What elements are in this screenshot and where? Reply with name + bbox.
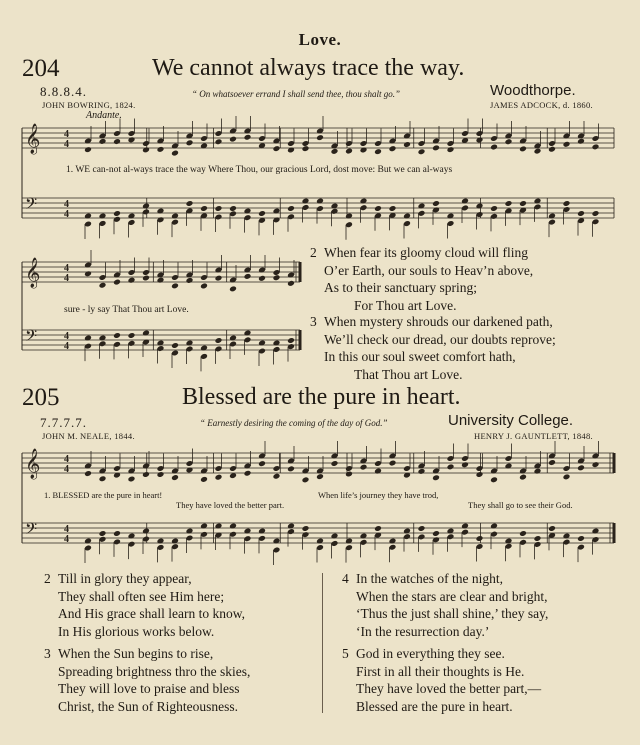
note-head — [215, 205, 223, 212]
note-head — [113, 210, 121, 217]
note-head — [345, 471, 353, 478]
time-signature: 4 — [64, 331, 69, 342]
time-signature: 4 — [64, 139, 69, 150]
note-head — [287, 147, 295, 154]
author-credit-204: JOHN BOWRING, 1824. — [42, 100, 136, 110]
note-head — [432, 200, 440, 207]
treble-clef: 𝄞 — [25, 449, 41, 479]
note-head — [403, 528, 411, 535]
note-head — [142, 528, 150, 535]
note-head — [244, 330, 252, 337]
lyric-underlay-a: 1. BLESSED are the pure in heart! — [44, 490, 163, 500]
note-head — [186, 340, 194, 347]
verse-line: In His glorious works below. — [58, 623, 215, 639]
note-head — [273, 473, 281, 480]
note-head — [505, 538, 513, 545]
verse-line: When the Sun begins to rise, — [58, 646, 214, 661]
note-head — [142, 203, 150, 210]
time-signature: 4 — [64, 464, 69, 475]
note-head — [287, 465, 295, 472]
note-head — [490, 144, 498, 151]
section-title: Love. — [298, 30, 342, 49]
note-head — [287, 523, 295, 530]
note-head — [374, 468, 382, 475]
time-signature: 4 — [64, 341, 69, 352]
lyric-underlay-d: They shall go to see their God. — [468, 500, 573, 510]
note-head — [113, 279, 121, 286]
note-head — [157, 538, 165, 545]
time-signature: 4 — [64, 209, 69, 220]
note-head — [548, 459, 556, 466]
verse-line: When fear its gloomy cloud will fling — [324, 245, 528, 260]
note-head — [490, 476, 498, 483]
note-head — [302, 476, 310, 483]
tune-name-205: University College. — [448, 412, 574, 429]
note-head — [476, 471, 484, 478]
note-head — [360, 198, 368, 205]
note-head — [389, 145, 397, 152]
author-credit-205: JOHN M. NEALE, 1844. — [42, 431, 135, 441]
note-head — [534, 535, 542, 542]
note-head — [519, 530, 527, 537]
note-head — [418, 468, 426, 475]
note-head — [229, 286, 237, 293]
note-head — [461, 461, 469, 468]
lyric-underlay-line-2: sure - ly say That Thou art Love. — [64, 305, 189, 315]
bass-clef: 𝄢 — [25, 520, 38, 542]
time-signature: 4 — [64, 199, 69, 210]
note-head — [360, 147, 368, 154]
verse-line: When mystery shrouds our darkened path, — [324, 314, 553, 329]
note-head — [215, 275, 223, 282]
note-head — [157, 277, 165, 284]
note-head — [142, 275, 150, 282]
note-head — [200, 283, 208, 290]
note-head — [99, 138, 107, 145]
note-head — [447, 213, 455, 220]
hymn-number-205: 205 — [22, 384, 60, 411]
note-head — [128, 332, 136, 339]
verse-205-4 — [342, 570, 548, 640]
note-head — [186, 277, 194, 284]
note-head — [490, 523, 498, 530]
verse-line: In this our soul sweet comfort hath, — [324, 349, 516, 364]
note-head — [577, 464, 585, 471]
verse-line: In the watches of the night, — [356, 571, 503, 586]
note-head — [157, 208, 165, 215]
verse-line: O’er Earth, our souls to Heav’n above, — [324, 262, 534, 278]
note-head — [244, 528, 252, 535]
composer-credit-204: JAMES ADCOCK, d. 1860. — [490, 100, 593, 110]
note-head — [432, 530, 440, 537]
note-head — [345, 538, 353, 545]
note-head — [519, 145, 527, 152]
note-head — [548, 525, 556, 532]
note-head — [563, 473, 571, 480]
note-head — [432, 474, 440, 481]
note-head — [534, 198, 542, 205]
verse-number: 2 — [44, 571, 51, 586]
verse-205-5 — [342, 645, 541, 715]
verse-number: 3 — [310, 314, 317, 329]
verse-line: ‘Thus the just shall shine,’ they say, — [356, 606, 549, 621]
note-head — [534, 148, 542, 155]
note-head — [142, 471, 150, 478]
note-head — [577, 138, 585, 145]
note-head — [113, 332, 121, 339]
note-head — [316, 473, 324, 480]
note-head — [592, 461, 600, 468]
note-head — [128, 213, 136, 220]
note-head — [186, 139, 194, 146]
note-head — [273, 340, 281, 347]
note-head — [461, 523, 469, 530]
note-head — [99, 335, 107, 342]
verse-205-3 — [44, 645, 250, 715]
lyric-underlay-line-1: 1. WE can-not al-ways trace the way Where Thou, our gracious Lord, dost move: But we can al-ways — [66, 165, 453, 175]
note-head — [505, 200, 513, 207]
time-signature: 4 — [64, 129, 69, 140]
verse-line: God in everything they see. — [356, 646, 505, 661]
bass-clef: 𝄢 — [25, 195, 38, 217]
note-head — [345, 148, 353, 155]
column-divider — [322, 573, 323, 713]
note-head — [490, 205, 498, 212]
note-head — [534, 468, 542, 475]
note-head — [461, 198, 469, 205]
note-head — [505, 138, 513, 145]
note-head — [113, 138, 121, 145]
note-head — [229, 136, 237, 143]
note-head — [229, 523, 237, 530]
note-head — [84, 538, 92, 545]
verse-number: 2 — [310, 245, 317, 260]
note-head — [476, 535, 484, 542]
note-head — [171, 538, 179, 545]
note-head — [548, 146, 556, 153]
note-head — [563, 141, 571, 148]
note-head — [345, 213, 353, 220]
note-head — [476, 137, 484, 144]
note-head — [519, 474, 527, 481]
verse-line: That Thou art Love. — [354, 366, 463, 382]
hymn-epigraph-205: “ Earnestly desiring the coming of the day of God.” — [200, 418, 388, 428]
tempo-marking: Andante. — [86, 110, 122, 121]
note-head — [374, 525, 382, 532]
note-head — [142, 146, 150, 153]
time-signature: 4 — [64, 273, 69, 284]
note-head — [316, 134, 324, 141]
composer-credit-205: HENRY J. GAUNTLETT, 1848. — [474, 431, 593, 441]
note-head — [374, 205, 382, 212]
hymn-epigraph-204: “ On whatsoever errand I shall send thee, thou shalt go.” — [192, 89, 400, 99]
verse-line: As to their sanctuary spring; — [324, 280, 477, 295]
note-head — [287, 205, 295, 212]
note-head — [84, 146, 92, 153]
time-signature: 4 — [64, 534, 69, 545]
note-head — [302, 198, 310, 205]
note-head — [229, 205, 237, 212]
note-head — [447, 146, 455, 153]
note-head — [128, 277, 136, 284]
note-head — [200, 205, 208, 212]
note-head — [258, 340, 266, 347]
verse-line: When the stars are clear and bright, — [356, 588, 548, 604]
note-head — [229, 335, 237, 342]
note-head — [99, 213, 107, 220]
note-head — [360, 464, 368, 471]
note-head — [418, 525, 426, 532]
note-head — [157, 471, 165, 478]
note-head — [244, 273, 252, 280]
note-head — [331, 460, 339, 467]
note-head — [418, 203, 426, 210]
note-head — [273, 274, 281, 281]
verse-line: We’ll check our dread, our doubts reprove; — [324, 331, 556, 347]
note-head — [258, 460, 266, 467]
note-head — [200, 523, 208, 530]
note-head — [186, 200, 194, 207]
note-head — [302, 525, 310, 532]
note-head — [244, 208, 252, 215]
verse-line: And His grace shall learn to know, — [58, 606, 245, 621]
note-head — [258, 528, 266, 535]
verse-line: ‘In the resurrection day.’ — [356, 623, 490, 639]
note-head — [171, 474, 179, 481]
time-signature: 4 — [64, 524, 69, 535]
note-head — [244, 134, 252, 141]
note-head — [505, 463, 513, 470]
note-head — [548, 213, 556, 220]
note-head — [389, 205, 397, 212]
note-head — [84, 270, 92, 277]
note-head — [331, 203, 339, 210]
hymn-title-205: Blessed are the pure in heart. — [182, 384, 461, 410]
note-head — [563, 200, 571, 207]
verse-line: Spreading brightness thro the skies, — [58, 663, 251, 679]
note-head — [519, 200, 527, 207]
verse-line: Blessed are the pure in heart. — [356, 698, 513, 714]
verse-number: 4 — [342, 571, 349, 586]
note-head — [476, 203, 484, 210]
hymn-meter-205: 7.7.7.7. — [40, 415, 87, 430]
note-head — [215, 474, 223, 481]
verse-line: They have loved the better part,— — [356, 681, 542, 696]
note-head — [360, 533, 368, 540]
note-head — [186, 467, 194, 474]
hymn-meter-204: 8.8.8.4. — [40, 84, 87, 99]
note-head — [287, 280, 295, 287]
note-head — [447, 463, 455, 470]
note-head — [128, 136, 136, 143]
note-head — [157, 340, 165, 347]
note-head — [389, 460, 397, 467]
note-head — [592, 143, 600, 150]
note-head — [287, 337, 295, 344]
verse-205-2 — [44, 570, 245, 640]
note-head — [215, 138, 223, 145]
verse-204-2 — [310, 244, 533, 314]
verse-line: For Thou art Love. — [354, 297, 457, 313]
verse-number: 5 — [342, 646, 349, 661]
note-head — [84, 470, 92, 477]
note-head — [99, 282, 107, 289]
note-head — [99, 475, 107, 482]
note-head — [331, 533, 339, 540]
treble-clef: 𝄞 — [25, 258, 41, 288]
note-head — [215, 523, 223, 530]
bass-clef: 𝄢 — [25, 327, 38, 349]
note-head — [244, 470, 252, 477]
tune-name-204: Woodthorpe. — [490, 82, 576, 99]
note-head — [200, 476, 208, 483]
note-head — [142, 330, 150, 337]
verse-line: They will love to praise and bless — [58, 681, 240, 696]
note-head — [389, 538, 397, 545]
note-head — [592, 528, 600, 535]
time-signature: 4 — [64, 454, 69, 465]
note-head — [302, 145, 310, 152]
note-head — [273, 208, 281, 215]
note-head — [157, 146, 165, 153]
note-head — [331, 148, 339, 155]
note-head — [577, 535, 585, 542]
hymn-number-204: 204 — [22, 55, 60, 82]
note-head — [577, 210, 585, 217]
note-head — [432, 145, 440, 152]
note-head — [84, 213, 92, 220]
verse-line: They shall often see Him here; — [58, 588, 225, 604]
note-head — [563, 533, 571, 540]
verse-line: Christ, the Sun of Righteousness. — [58, 698, 239, 714]
note-head — [215, 337, 223, 344]
note-head — [403, 141, 411, 148]
note-head — [171, 283, 179, 290]
note-head — [403, 213, 411, 220]
note-head — [171, 150, 179, 157]
note-head — [113, 530, 121, 537]
verse-204-3 — [310, 313, 556, 383]
treble-clef: 𝄞 — [25, 124, 41, 154]
note-head — [273, 538, 281, 545]
note-head — [258, 275, 266, 282]
note-head — [316, 538, 324, 545]
note-head — [171, 213, 179, 220]
note-head — [186, 528, 194, 535]
note-head — [128, 476, 136, 483]
note-head — [273, 145, 281, 152]
note-head — [316, 198, 324, 205]
note-head — [84, 335, 92, 342]
time-signature: 4 — [64, 263, 69, 274]
note-head — [592, 210, 600, 217]
note-head — [128, 533, 136, 540]
verse-number: 3 — [44, 646, 51, 661]
note-head — [418, 148, 426, 155]
note-head — [171, 342, 179, 349]
verse-line: First in all their thoughts is He. — [356, 663, 525, 679]
lyric-underlay-b: They have loved the better part. — [176, 500, 285, 510]
note-head — [200, 345, 208, 352]
note-head — [374, 148, 382, 155]
note-head — [99, 530, 107, 537]
note-head — [258, 210, 266, 217]
verse-line: Till in glory they appear, — [58, 571, 192, 586]
lyric-underlay-c: When life’s journey they have trod, — [318, 490, 439, 500]
note-head — [447, 528, 455, 535]
hymn-title-204: We cannot always trace the way. — [152, 55, 465, 81]
